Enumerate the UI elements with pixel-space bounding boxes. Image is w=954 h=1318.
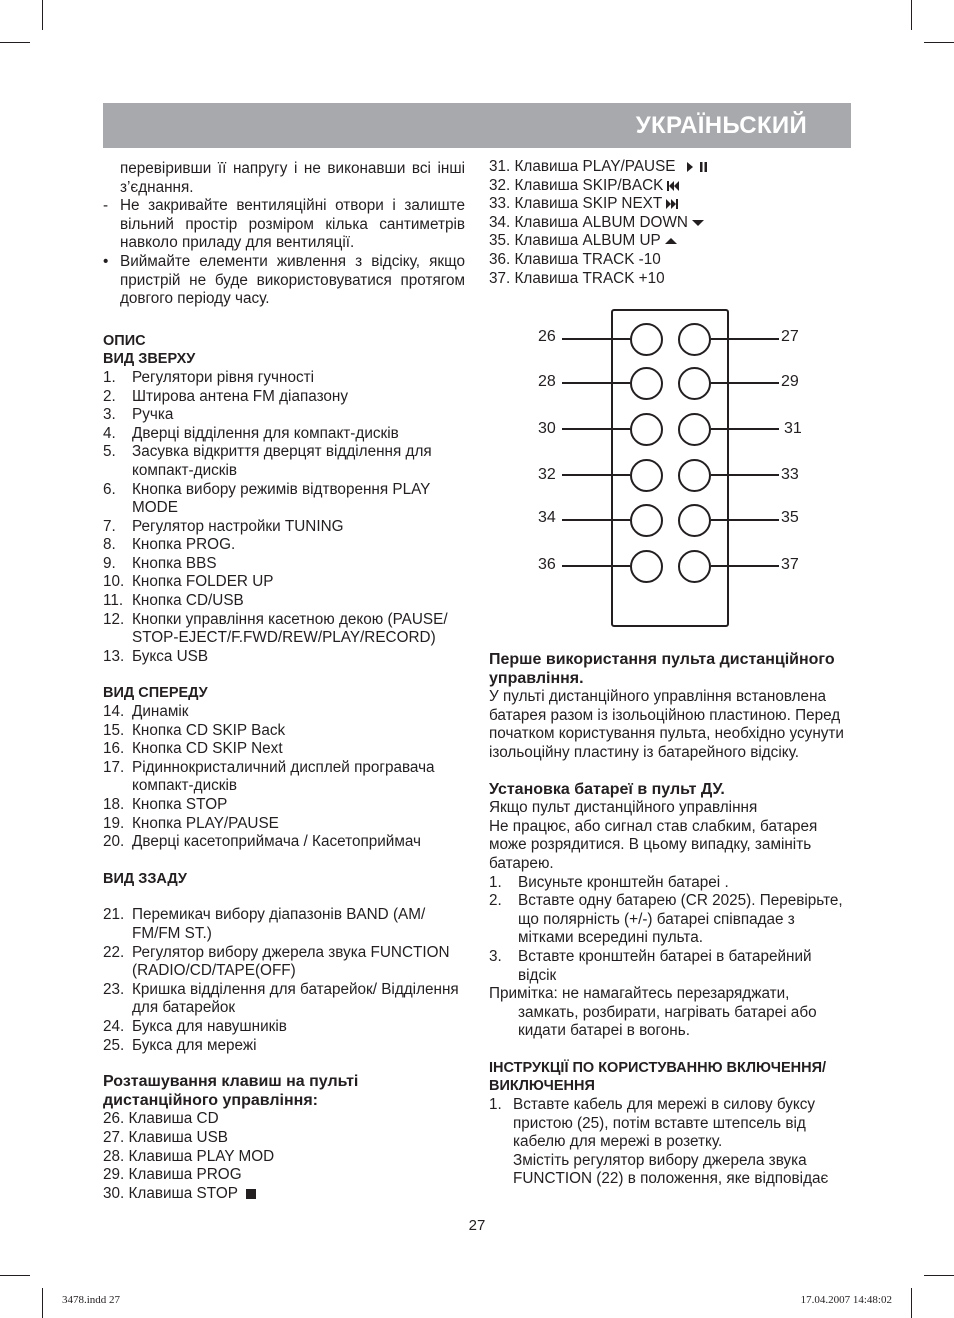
list-item-text: Кнопки управління касетною декою (PAUSE/ STOP-EJECT/F.FWD/REW/PLAY/RECORD): [132, 610, 448, 647]
ventilation-text: Не закривайте вентиляційні отвори і залиште вільний простір розміром кілька сантиметрів навколо приладу для вентиляції.: [120, 197, 465, 252]
language-header-bar: [103, 103, 851, 148]
battery-steps-list: [489, 874, 852, 986]
remote-button: [630, 550, 663, 583]
list-item: [103, 906, 465, 943]
diagram-label: 27: [781, 328, 799, 345]
crop-mark: [924, 1275, 954, 1276]
left-column: [103, 160, 465, 1203]
diagram-label: 34: [538, 509, 556, 526]
triangle-down-icon: [691, 217, 705, 229]
list-item-number: 4.: [103, 424, 116, 442]
remote-button: [678, 413, 711, 446]
remote-key-label: 30. Клавиша STOP: [103, 1184, 238, 1202]
list-item: [103, 592, 465, 611]
leader-line: [562, 428, 630, 430]
remote-keys-heading: Розташування клавиш на пульті дистанційного управління:: [103, 1073, 359, 1109]
crop-mark: [42, 0, 43, 30]
list-item: [489, 874, 852, 893]
crop-mark: [0, 1275, 30, 1276]
crop-mark: [911, 0, 912, 30]
list-item-number: 13.: [103, 647, 125, 665]
remote-key-label: 27. Клавиша USB: [103, 1128, 229, 1146]
leader-line: [562, 519, 630, 521]
list-item-text: Вставте кабель для мережі в силову буксу пристою (25), потім вставте штепсель від кабелю для мережі в розетку.: [513, 1096, 816, 1151]
list-item: [489, 892, 852, 948]
remote-key-item: [103, 1148, 465, 1167]
remote-key-label: 37. Клавиша TRACK +10: [489, 269, 665, 287]
remote-button: [630, 504, 663, 537]
remote-key-item: [489, 158, 852, 177]
diagram-label: 36: [538, 556, 556, 573]
remote-key-item: [489, 177, 852, 196]
list-item-number: 2.: [489, 892, 502, 910]
instructions-list: [489, 1096, 852, 1152]
leader-line: [711, 338, 779, 340]
list-item: [103, 740, 465, 759]
language-title: УКРАЇНЬСКИЙ: [635, 112, 807, 139]
list-item-text: Перемикач вибору діапазонів BAND (AM/ FM/FM ST.): [132, 906, 426, 942]
remote-key-item: [489, 251, 852, 270]
remote-key-item: [489, 195, 852, 214]
list-item: [103, 1037, 465, 1056]
right-column: [489, 158, 852, 288]
list-item-text: Засувка відкриття дверцят відділення для компакт-дисків: [132, 443, 432, 479]
leader-line: [562, 338, 630, 340]
list-item-number: 5.: [103, 443, 116, 461]
diagram-label: 29: [781, 373, 799, 390]
remote-control-diagram: [611, 309, 729, 627]
play-pause-icon: [679, 161, 709, 173]
list-item-number: 19.: [103, 814, 125, 832]
instructions-continuation: Змістіть регулятор вибору джерела звука FUNCTION (22) в положення, яке відповідає: [513, 1151, 829, 1188]
skip-back-icon: [666, 180, 680, 192]
leader-line: [562, 382, 630, 384]
list-item: [103, 833, 465, 852]
list-item: [103, 555, 465, 574]
list-item-text: Ручка: [132, 406, 174, 424]
diagram-label: 31: [784, 420, 802, 437]
list-item-text: Динамік: [132, 703, 189, 721]
list-item: [103, 944, 465, 981]
list-item-text: Кнопка BBS: [132, 554, 217, 572]
back-view-list: [103, 906, 465, 1055]
list-item-number: 7.: [103, 517, 116, 535]
list-item-number: 15.: [103, 721, 125, 739]
remote-button: [678, 550, 711, 583]
list-item: [103, 443, 465, 480]
section-heading-top-view: ВИД ЗВЕРХУ: [103, 351, 196, 368]
footer-timestamp: 17.04.2007 14:48:02: [800, 1294, 892, 1306]
list-item-text: Кнопка CD SKIP Next: [132, 740, 283, 758]
diagram-label: 28: [538, 373, 556, 390]
list-item-number: 20.: [103, 833, 125, 851]
list-item-number: 16.: [103, 740, 125, 758]
remote-key-label: 34. Клавиша ALBUM DOWN: [489, 213, 688, 231]
list-item: [103, 796, 465, 815]
skip-next-icon: [665, 198, 679, 210]
remote-button: [630, 323, 663, 356]
leader-line: [711, 565, 779, 567]
battery-line-1: Якщо пульт дистанційного управління: [489, 799, 758, 817]
crop-mark: [42, 1288, 43, 1318]
crop-mark: [924, 42, 954, 43]
list-item-number: 3.: [489, 947, 502, 965]
list-item: [103, 518, 465, 537]
triangle-up-icon: [664, 235, 678, 247]
remote-button: [678, 367, 711, 400]
list-item-text: Дверці касетоприймача / Касетоприймач: [132, 833, 422, 851]
list-item-text: Регулятори рівня гучності: [132, 368, 315, 386]
remote-key-label: 28. Клавиша PLAY MOD: [103, 1147, 275, 1165]
front-view-list: [103, 703, 465, 852]
crop-mark: [911, 1288, 912, 1318]
list-item-text: Висуньте кронштейн батареі .: [518, 873, 729, 891]
section-heading-front-view: ВИД СПЕРЕДУ: [103, 685, 208, 702]
list-item: [103, 648, 465, 667]
crop-mark: [0, 42, 30, 43]
remote-key-item: [103, 1110, 465, 1129]
list-item: [103, 406, 465, 425]
diagram-label: 26: [538, 328, 556, 345]
remote-key-label: 36. Клавиша TRACK -10: [489, 250, 661, 268]
battery-line-2: Не працює, або сигнал став слабким, батарея може розрядитися. В цьому випадку, замініть батарею.: [489, 817, 818, 872]
right-column-lower: [489, 651, 852, 1189]
list-item: [103, 815, 465, 834]
list-item-number: 14.: [103, 703, 125, 721]
list-item: [103, 611, 465, 648]
remote-key-item: [489, 270, 852, 289]
remote-button: [630, 459, 663, 492]
list-item: [103, 369, 465, 388]
list-item: [103, 759, 465, 796]
remote-key-label: 35. Клавиша ALBUM UP: [489, 232, 661, 250]
list-item: [103, 481, 465, 518]
battery-note: Примітка: не намагайтесь перезаряджати, замкать, розбирати, нагрівать батареі або кидати батареі в вогонь.: [489, 985, 817, 1040]
ventilation-note: [103, 197, 465, 253]
list-item-number: 3.: [103, 406, 116, 424]
first-use-heading: Перше використання пульта дистанційного управління.: [489, 651, 835, 687]
stop-square-icon: [244, 1188, 258, 1200]
list-item-number: 11.: [103, 592, 124, 610]
battery-heading: Установка батареї в пульт ДУ.: [489, 780, 725, 798]
list-item-text: Букса USB: [132, 647, 209, 665]
list-item: [103, 981, 465, 1018]
instructions-heading: ІНСТРУКЦІЇ ПО КОРИСТУВАННЮ ВКЛЮЧЕННЯ/ВИКЛЮЧЕННЯ: [489, 1059, 827, 1095]
remote-key-item: [103, 1185, 465, 1204]
leader-line: [711, 519, 779, 521]
list-item-text: Вставте одну батарею (CR 2025). Перевірьте, що полярність (+/-) батареі співпадае з мітками всередині пульта.: [518, 892, 843, 947]
remote-key-item: [103, 1129, 465, 1148]
list-item-number: 1.: [489, 873, 502, 891]
list-item-number: 2.: [103, 387, 116, 405]
remote-key-item: [103, 1166, 465, 1185]
remote-key-item: [489, 214, 852, 233]
list-item-number: 24.: [103, 1017, 125, 1035]
list-item-text: Кнопка STOP: [132, 796, 228, 813]
list-item-number: 1.: [489, 1096, 502, 1114]
list-item: [103, 536, 465, 555]
list-item-text: Кнопка FOLDER UP: [132, 573, 274, 591]
list-item-number: 1.: [103, 368, 116, 386]
top-view-list: [103, 369, 465, 667]
remote-key-label: 32. Клавиша SKIP/BACK: [489, 176, 664, 194]
leader-line: [711, 382, 779, 384]
section-heading-back-view: ВИД ЗЗАДУ: [103, 870, 187, 887]
diagram-label: 33: [781, 466, 799, 483]
list-item-text: Кришка відділення для батарейок/ Відділення для батарейок: [132, 980, 459, 1017]
remote-key-item: [489, 232, 852, 251]
leader-line: [711, 474, 779, 476]
list-item-number: 22.: [103, 943, 125, 961]
list-item: [103, 388, 465, 407]
diagram-label: 37: [781, 556, 799, 573]
list-item-number: 6.: [103, 480, 116, 498]
list-item-number: 9.: [103, 554, 116, 572]
list-item-text: Кнопка CD SKIP Back: [132, 721, 286, 739]
list-item: [103, 573, 465, 592]
section-heading-description: ОПИС: [103, 332, 146, 349]
list-item-text: Вставте кронштейн батареі в батарейний відсік: [518, 947, 812, 984]
list-item-number: 10.: [103, 573, 125, 591]
list-item-number: 25.: [103, 1036, 125, 1054]
first-use-text: У пульті дистанційного управління встановлена батарея разом із ізольоційною пластиною. Перед початком користування пульта, необхідно усунути ізольоційну пластину із батарейного відсіку.: [489, 688, 844, 761]
remote-key-label: 31. Клавиша PLAY/PAUSE: [489, 158, 676, 175]
list-item-number: 8.: [103, 536, 116, 554]
dash-marker: -: [103, 197, 109, 215]
list-item-text: Регулятор вибору джерела звука FUNCTION (RADIO/CD/TAPE(OFF): [132, 943, 450, 980]
leader-line: [562, 474, 630, 476]
battery-removal-text: Виймайте елементи живлення з відсіку, якщо пристрій не буде використовуватися протягом довгого періоду часу.: [120, 252, 465, 308]
list-item-text: Дверці відділення для компакт-дисків: [132, 424, 399, 442]
list-item: [103, 703, 465, 722]
list-item: [103, 722, 465, 741]
diagram-label: 35: [781, 509, 799, 526]
list-item: [489, 1096, 852, 1152]
list-item-number: 18.: [103, 796, 125, 813]
remote-key-label: 29. Клавиша PROG: [103, 1166, 242, 1184]
leader-line: [711, 428, 779, 430]
remote-button: [678, 323, 711, 356]
list-item: [103, 1018, 465, 1037]
list-item-number: 17.: [103, 758, 125, 776]
list-item-number: 21.: [103, 906, 125, 924]
remote-keys-list-right: [489, 158, 852, 288]
battery-removal-note: [103, 253, 465, 309]
remote-keys-list-left: [103, 1110, 465, 1203]
list-item-number: 23.: [103, 980, 125, 998]
list-item: [103, 425, 465, 444]
list-item-text: Регулятор настройки TUNING: [132, 517, 344, 535]
diagram-label: 32: [538, 466, 556, 483]
list-item-text: Кнопка вибору режимів відтворення PLAY MODE: [132, 480, 431, 517]
list-item-text: Кнопка CD/USB: [132, 592, 244, 610]
list-item-text: Букса для навушників: [132, 1017, 287, 1035]
bullet-marker: •: [103, 252, 109, 270]
list-item-number: 12.: [103, 610, 125, 628]
intro-continuation: перевіривши її напругу і не виконавши всі інші з’єднання.: [120, 160, 465, 196]
list-item-text: Штирова антена FM діапазону: [132, 387, 349, 405]
footer-file: 3478.indd 27: [62, 1294, 121, 1306]
list-item-text: Кнопка PROG.: [132, 536, 236, 554]
list-item-text: Кнопка PLAY/PAUSE: [132, 814, 279, 832]
remote-key-label: 26. Клавиша CD: [103, 1110, 219, 1128]
remote-key-label: 33. Клавиша SKIP NEXT: [489, 195, 663, 213]
list-item-text: Рідиннокристаличний дисплей програвача компакт-дисків: [132, 758, 435, 795]
list-item-text: Букса для мережі: [132, 1036, 257, 1054]
diagram-label: 30: [538, 420, 556, 437]
remote-button: [630, 367, 663, 400]
leader-line: [562, 565, 630, 567]
remote-button: [630, 413, 663, 446]
page-number: 27: [468, 1217, 486, 1234]
remote-button: [678, 459, 711, 492]
list-item: [489, 948, 852, 985]
remote-button: [678, 504, 711, 537]
